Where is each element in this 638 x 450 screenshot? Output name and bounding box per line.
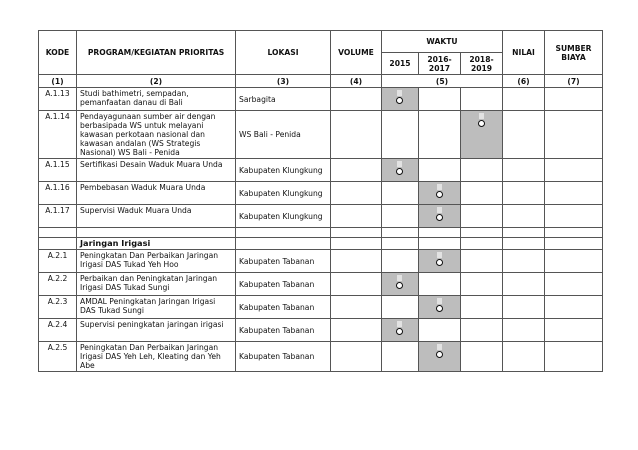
header-year-2015: 2015 <box>382 53 419 75</box>
row-sumber-biaya <box>545 111 603 159</box>
empty-cell <box>39 228 77 238</box>
header-volume: VOLUME <box>331 31 382 75</box>
row-sumber-biaya <box>545 205 603 228</box>
marker-bar <box>437 207 442 213</box>
marker-bar <box>397 321 402 327</box>
schedule-marker-icon <box>395 274 405 292</box>
marker-bar <box>437 344 442 350</box>
empty-cell <box>461 228 503 238</box>
table-row <box>39 273 603 296</box>
section-cell <box>503 238 545 250</box>
row-nilai <box>503 250 545 273</box>
header-sumber-biaya: SUMBER BIAYA <box>545 31 603 75</box>
row-nilai <box>503 205 545 228</box>
section-row <box>39 238 603 250</box>
column-number: (2) <box>77 75 236 88</box>
table-row <box>39 159 603 182</box>
row-sumber-biaya <box>545 88 603 111</box>
row-sumber-biaya <box>545 182 603 205</box>
row-lokasi: Kabupaten Tabanan <box>236 250 331 273</box>
row-program: Pendayagunaan sumber air dengan berbasipada WS untuk melayani kawasan perkotaan nasional dan kawasan andalan (WS Strategis Nasional) WS Bali - Penida <box>77 111 236 159</box>
header-nilai: NILAI <box>503 31 545 75</box>
empty-cell <box>77 228 236 238</box>
schedule-marker-icon <box>435 251 445 269</box>
schedule-cell <box>461 273 503 296</box>
table-row <box>39 111 603 159</box>
header-kode: KODE <box>39 31 77 75</box>
table-row <box>39 296 603 319</box>
schedule-cell <box>419 111 461 159</box>
schedule-cell <box>419 342 461 372</box>
schedule-cell <box>382 182 419 205</box>
row-nilai <box>503 88 545 111</box>
schedule-cell <box>461 342 503 372</box>
row-kode: A.2.2 <box>39 273 77 296</box>
row-program: Peningkatan Dan Perbaikan Jaringan Irigasi DAS Tukad Yeh Hoo <box>77 250 236 273</box>
row-program: Pembebasan Waduk Muara Unda <box>77 182 236 205</box>
schedule-cell <box>419 273 461 296</box>
schedule-cell <box>382 205 419 228</box>
circle-icon <box>436 191 443 198</box>
marker-bar <box>397 90 402 96</box>
row-nilai <box>503 296 545 319</box>
schedule-cell <box>419 182 461 205</box>
row-kode: A.1.16 <box>39 182 77 205</box>
row-lokasi: Kabupaten Klungkung <box>236 182 331 205</box>
row-kode: A.1.14 <box>39 111 77 159</box>
row-nilai <box>503 342 545 372</box>
schedule-cell <box>382 273 419 296</box>
schedule-cell <box>382 342 419 372</box>
circle-icon <box>436 351 443 358</box>
empty-cell <box>503 228 545 238</box>
column-number: (1) <box>39 75 77 88</box>
row-nilai <box>503 159 545 182</box>
row-kode: A.2.1 <box>39 250 77 273</box>
row-lokasi: Kabupaten Tabanan <box>236 296 331 319</box>
row-kode: A.2.5 <box>39 342 77 372</box>
circle-icon <box>396 328 403 335</box>
header-lokasi: LOKASI <box>236 31 331 75</box>
table-row <box>39 182 603 205</box>
row-lokasi: Kabupaten Klungkung <box>236 159 331 182</box>
row-kode: A.1.17 <box>39 205 77 228</box>
schedule-cell <box>382 88 419 111</box>
marker-bar <box>479 113 484 119</box>
schedule-cell <box>461 182 503 205</box>
schedule-marker-icon <box>395 89 405 107</box>
row-nilai <box>503 111 545 159</box>
schedule-marker-icon <box>435 206 445 224</box>
header-waktu: WAKTU <box>382 31 503 53</box>
row-volume <box>331 250 382 273</box>
schedule-cell <box>382 296 419 319</box>
row-volume <box>331 296 382 319</box>
section-cell <box>382 238 419 250</box>
schedule-marker-icon <box>395 320 405 338</box>
row-kode: A.2.4 <box>39 319 77 342</box>
marker-bar <box>397 161 402 167</box>
row-program: Peningkatan Dan Perbaikan Jaringan Irigasi DAS Yeh Leh, Kleating dan Yeh Abe <box>77 342 236 372</box>
row-lokasi: Kabupaten Tabanan <box>236 273 331 296</box>
circle-icon <box>396 282 403 289</box>
header-year-2016-2017: 2016- 2017 <box>419 53 461 75</box>
row-kode: A.1.15 <box>39 159 77 182</box>
section-cell <box>236 238 331 250</box>
row-program: Supervisi peningkatan jaringan irigasi <box>77 319 236 342</box>
row-volume <box>331 88 382 111</box>
column-number: (5) <box>382 75 503 88</box>
row-volume <box>331 205 382 228</box>
circle-icon <box>436 305 443 312</box>
row-volume <box>331 319 382 342</box>
schedule-cell <box>382 111 419 159</box>
empty-cell <box>331 228 382 238</box>
table-row <box>39 205 603 228</box>
row-program: Sertifikasi Desain Waduk Muara Unda <box>77 159 236 182</box>
empty-cell <box>382 228 419 238</box>
column-number-row <box>39 75 603 88</box>
circle-icon <box>396 97 403 104</box>
schedule-marker-icon <box>435 297 445 315</box>
table-row <box>39 88 603 111</box>
row-lokasi: Kabupaten Tabanan <box>236 319 331 342</box>
row-program: Perbaikan dan Peningkatan Jaringan Irigasi DAS Tukad Sungi <box>77 273 236 296</box>
row-program: Supervisi Waduk Muara Unda <box>77 205 236 228</box>
section-title: Jaringan Irigasi <box>77 238 236 250</box>
schedule-cell <box>382 159 419 182</box>
circle-icon <box>396 168 403 175</box>
schedule-marker-icon <box>395 160 405 178</box>
marker-bar <box>437 298 442 304</box>
row-sumber-biaya <box>545 319 603 342</box>
row-lokasi: Sarbagita <box>236 88 331 111</box>
column-number: (4) <box>331 75 382 88</box>
schedule-cell <box>461 111 503 159</box>
circle-icon <box>436 214 443 221</box>
row-kode: A.1.13 <box>39 88 77 111</box>
row-lokasi: Kabupaten Klungkung <box>236 205 331 228</box>
marker-bar <box>437 252 442 258</box>
schedule-cell <box>461 250 503 273</box>
column-number: (6) <box>503 75 545 88</box>
section-cell <box>545 238 603 250</box>
schedule-cell <box>461 205 503 228</box>
schedule-cell <box>419 319 461 342</box>
row-sumber-biaya <box>545 159 603 182</box>
section-cell <box>419 238 461 250</box>
schedule-cell <box>419 250 461 273</box>
schedule-marker-icon <box>435 343 445 361</box>
schedule-cell <box>461 88 503 111</box>
row-nilai <box>503 182 545 205</box>
schedule-cell <box>382 250 419 273</box>
circle-icon <box>478 120 485 127</box>
section-cell <box>461 238 503 250</box>
row-sumber-biaya <box>545 273 603 296</box>
row-volume <box>331 273 382 296</box>
row-lokasi: Kabupaten Tabanan <box>236 342 331 372</box>
table-row <box>39 250 603 273</box>
row-sumber-biaya <box>545 296 603 319</box>
empty-row <box>39 228 603 238</box>
row-volume <box>331 342 382 372</box>
schedule-cell <box>419 296 461 319</box>
table-body <box>39 75 603 372</box>
row-volume <box>331 111 382 159</box>
schedule-cell <box>419 159 461 182</box>
schedule-cell <box>461 296 503 319</box>
header-year-2018-2019: 2018- 2019 <box>461 53 503 75</box>
row-sumber-biaya <box>545 342 603 372</box>
schedule-cell <box>461 319 503 342</box>
row-nilai <box>503 273 545 296</box>
column-number: (7) <box>545 75 603 88</box>
row-kode: A.2.3 <box>39 296 77 319</box>
program-table <box>38 30 603 372</box>
empty-cell <box>236 228 331 238</box>
section-kode <box>39 238 77 250</box>
header-program: PROGRAM/KEGIATAN PRIORITAS <box>77 31 236 75</box>
table-row <box>39 319 603 342</box>
marker-bar <box>397 275 402 281</box>
schedule-cell <box>461 159 503 182</box>
row-program: Studi bathimetri, sempadan, pemanfaatan danau di Bali <box>77 88 236 111</box>
row-nilai <box>503 319 545 342</box>
schedule-cell <box>382 319 419 342</box>
row-program: AMDAL Peningkatan Jaringan Irigasi DAS Tukad Sungi <box>77 296 236 319</box>
schedule-marker-icon <box>435 183 445 201</box>
section-cell <box>331 238 382 250</box>
column-number: (3) <box>236 75 331 88</box>
marker-bar <box>437 184 442 190</box>
schedule-marker-icon <box>477 112 487 130</box>
row-volume <box>331 159 382 182</box>
schedule-cell <box>419 205 461 228</box>
row-volume <box>331 182 382 205</box>
row-sumber-biaya <box>545 250 603 273</box>
empty-cell <box>419 228 461 238</box>
circle-icon <box>436 259 443 266</box>
empty-cell <box>545 228 603 238</box>
table-row <box>39 342 603 372</box>
row-lokasi: WS Bali - Penida <box>236 111 331 159</box>
schedule-cell <box>419 88 461 111</box>
